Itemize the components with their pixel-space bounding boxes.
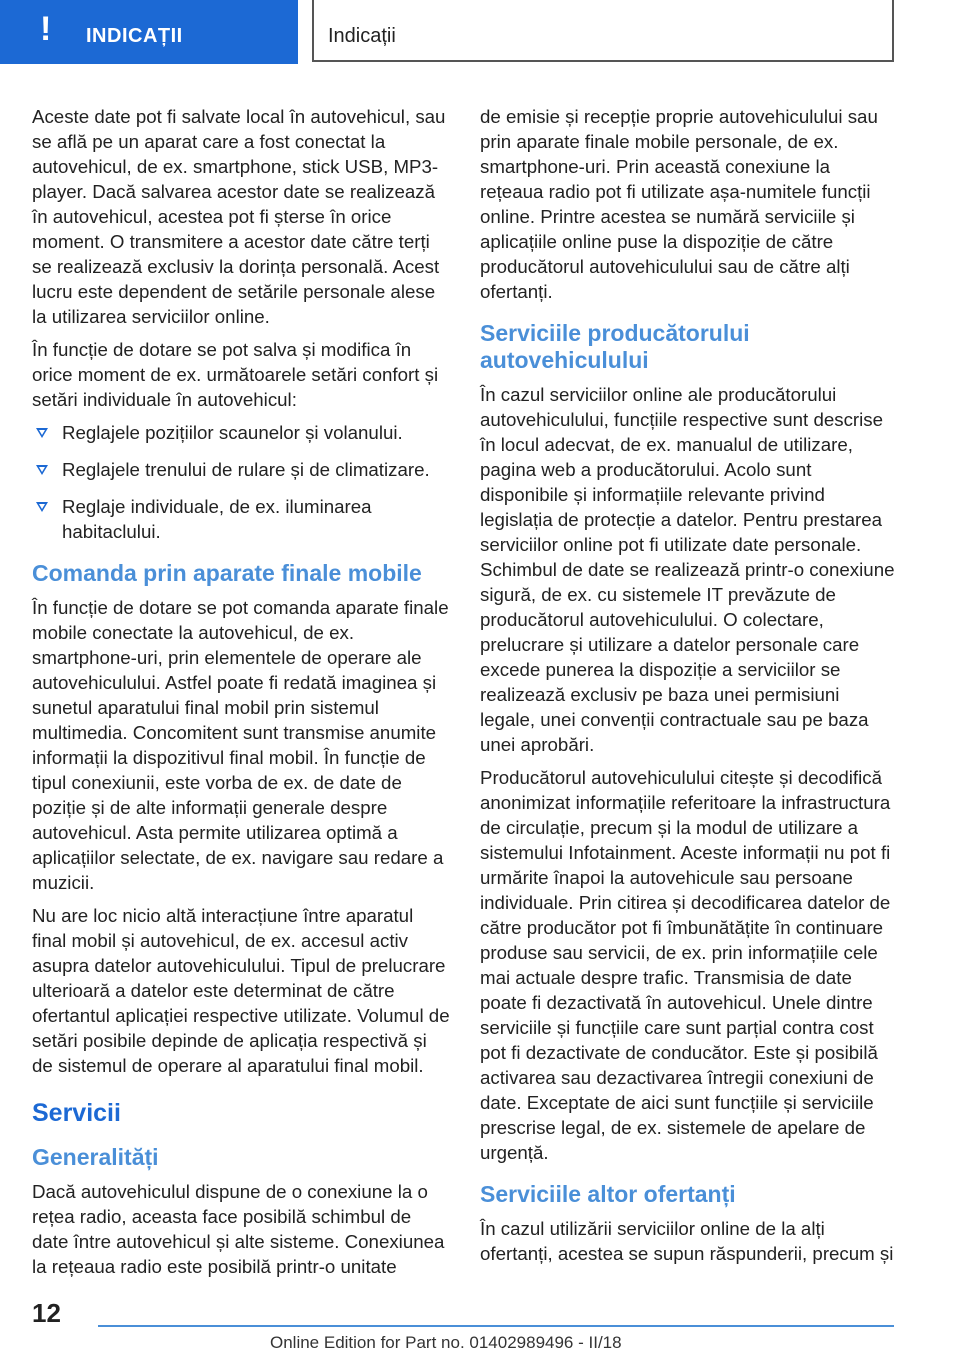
right-column <box>480 104 898 1274</box>
list-item-text: Reglaje individuale, de ex. iluminarea habitaclului. <box>62 496 372 542</box>
warning-icon: ! <box>40 10 52 48</box>
section-tab[interactable] <box>0 0 298 64</box>
left-column <box>32 104 450 1287</box>
paragraph: Aceste date pot fi salvate local în autovehicul, sau se află pe un aparat care a fost conectat la autovehicul, de ex. smartphone, stick USB, MP3-player. Dacă salvarea acestor date se realizează în autovehicul, acestea pot fi șterse în orice moment. O transmitere a acestor date către terți se realizează exclusiv la dorința personală. Acest lucru este dependent de setările personale alese la utilizarea serviciilor online. <box>32 106 446 327</box>
footer-divider <box>98 1325 894 1327</box>
paragraph: În funcție de dotare se pot salva și modifica în orice moment de ex. următoarele setări confort și setări individuale în autovehicul: <box>32 339 439 410</box>
triangle-bullet-icon <box>36 465 48 475</box>
list-item-text: Reglajele pozițiilor scaunelor și volanului. <box>62 422 403 443</box>
paragraph: În funcție de dotare se pot comanda aparate finale mobile conectate la autovehicul, de ex. smartphone-uri, prin elementele de operare ale autovehiculului. Astfel poate fi redată imaginea și sunetul aparatului final mobil prin sistemul multimedia. Concomitent sunt transmise anumite informații la dispozitivul final mobil. În funcție de tipul conexiunii, este vorba de ex. de date de poziție și de alte informații generale despre autovehicul. Asta permite utilizarea optimă a aplicațiilor selectate, de ex. navigare sau redare a muzicii. <box>32 597 449 893</box>
list-item <box>32 420 450 445</box>
page-title-tab <box>312 0 894 62</box>
paragraph: Nu are loc nicio altă interacțiune între aparatul final mobil și autovehicul, de ex. accesul activ asupra datelor autovehiculului. Tipul de prelucrare ulterioară a datelor este determinat de către ofertantul aplicației respective utilizate. Volumul de setări posibile depinde de aplicația respectivă și de sistemul de operare al aparatului final mobil. <box>32 905 450 1076</box>
paragraph: Dacă autovehiculul dispune de o conexiune la o rețea radio, aceasta face posibilă schimbul de date între autovehicul și alte sisteme. Conexiunea la rețeaua radio este posibilă printr-o unitate <box>32 1181 445 1277</box>
heading-other-providers: Serviciile altor ofertanți <box>480 1181 736 1207</box>
paragraph: Producătorul autovehiculului citește și decodifică anonimizat informațiile referitoare la infrastructura de circulație, precum și la modul de utilizare a sistemului Infotainment. Aceste informații nu pot fi urmărite înapoi la autovehicule sau persoane individuale. Prin citirea și decodificarea datelor de către producător pot fi îmbunătățite în continuare produse sau servicii, de ex. prin informațiile cele mai actuale despre trafic. Transmisia de date poate fi dezactivată în autovehicul. Unele dintre serviciile și funcțiile care sunt parțial contra cost pot fi dezactivate de conducător. Este și posibilă activarea sau dezactivarea întregii conexiuni de date. Exceptate de aici sunt funcțiile și serviciile prescrise legal, de ex. sistemele de apelare de urgență. <box>480 767 891 1163</box>
triangle-bullet-icon <box>36 428 48 438</box>
triangle-bullet-icon <box>36 502 48 512</box>
edition-footer: Online Edition for Part no. 01402989496 - II/18 <box>270 1333 622 1352</box>
page-title: Indicații <box>328 25 396 47</box>
paragraph: În cazul utilizării serviciilor online de la alți ofertanți, acestea se supun răspunderii, precum și <box>480 1218 894 1264</box>
page-header <box>0 0 960 66</box>
bullet-list <box>32 420 450 544</box>
list-item <box>32 494 450 544</box>
page-number: 12 <box>32 1298 61 1328</box>
paragraph: În cazul serviciilor online ale producătorului autovehiculului, funcțiile respective sunt descrise în locul adecvat, de ex. manualul de utilizare, pagina web a producătorului. Acolo sunt disponibile și informațiile relevante privind legislația de protecție a datelor. Pentru prestarea serviciilor online pot fi utilizate date personale. Schimbul de date se realizează printr-o conexiune sigură, de ex. cu sistemele IT prevăzute de producătorul autovehiculului. O colectare, prelucrare și utilizare a datelor personale care excede punerea la dispoziție a serviciilor se realizează exclusiv pe baza unei permisiuni legale, unei convenții contractuale sau pe baza unei aprobări. <box>480 384 895 755</box>
list-item <box>32 457 450 482</box>
heading-mobile-devices: Comanda prin aparate finale mobile <box>32 560 422 586</box>
paragraph: de emisie și recepție proprie autovehiculului sau prin aparate finale mobile personale, de ex. smartphone-uri. Prin această conexiune la rețeaua radio pot fi utilizate așa-numitele funcții online. Printre acestea se numără serviciile și aplicațiile online puse la dispoziție de către producătorul autovehiculului sau de către alți ofertanți. <box>480 106 878 302</box>
heading-services: Servicii <box>32 1099 121 1127</box>
section-tab-label: INDICAȚII <box>86 25 183 47</box>
list-item-text: Reglajele trenului de rulare și de climatizare. <box>62 459 430 480</box>
heading-general: Generalități <box>32 1144 159 1170</box>
heading-manufacturer-services: Serviciile producătorului autovehiculului <box>480 320 750 373</box>
